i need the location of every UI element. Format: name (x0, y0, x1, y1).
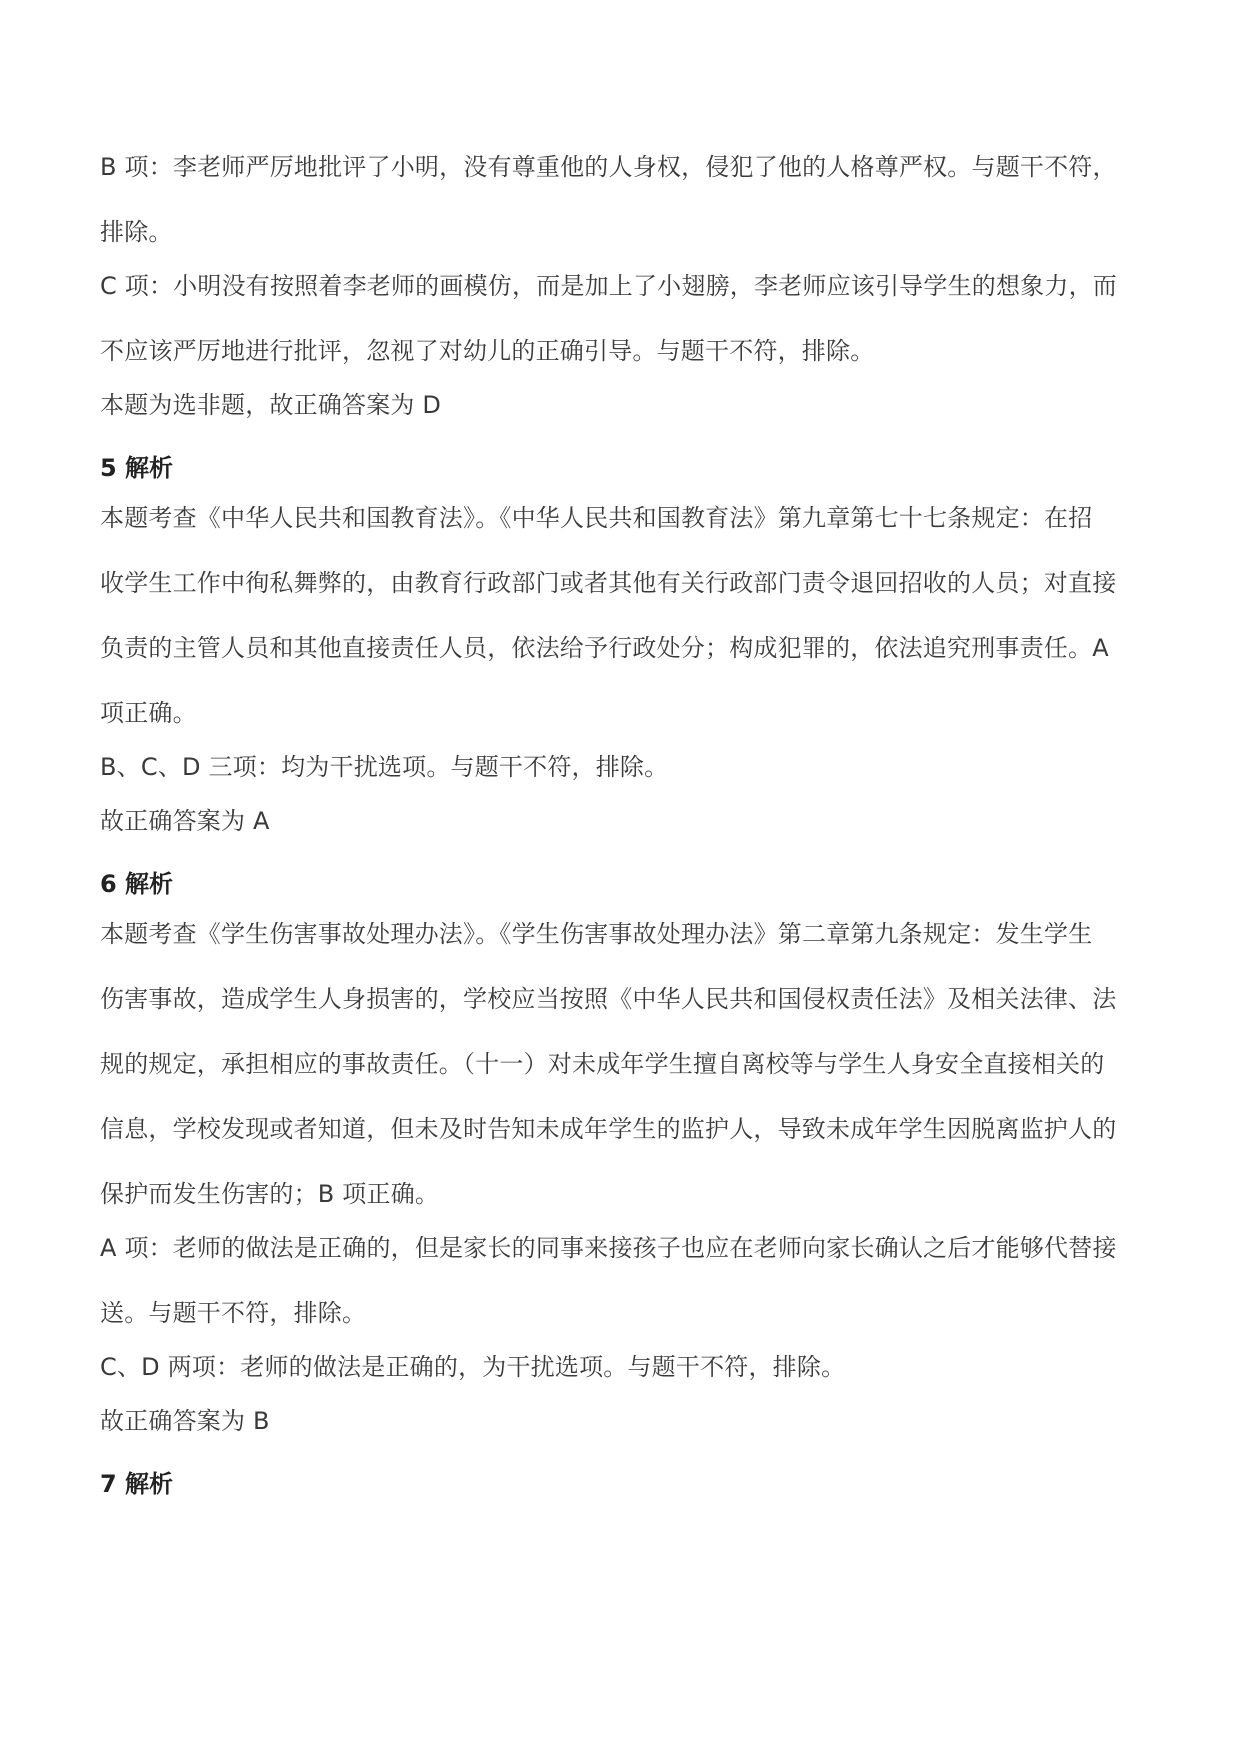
paragraph (100, 1231, 1150, 1330)
paragraph (100, 750, 1150, 784)
text-line: 不应该严厉地进行批评，忽视了对幼儿的正确引导。与题干不符，排除。 (100, 337, 875, 365)
text-line: 排除。 (100, 218, 173, 246)
paragraph (100, 917, 1150, 1211)
section-heading: 7 解析 (100, 1470, 174, 1498)
text-line: 本题考查《学生伤害事故处理办法》。《学生伤害事故处理办法》第二章第九条规定：发生学生 (100, 920, 1093, 948)
text-line: 收学生工作中徇私舞弊的，由教育行政部门或者其他有关行政部门责令退回招收的人员；对直接 (100, 569, 1117, 597)
section-q4-continued (100, 150, 1150, 422)
text-line: 规的规定，承担相应的事故责任。（十一）对未成年学生擅自离校等与学生人身安全直接相关的 (100, 1050, 1105, 1078)
section-q5 (100, 451, 1150, 838)
text-line: C 项：小明没有按照着李老师的画模仿，而是加上了小翅膀，李老师应该引导学生的想象力，而 (100, 272, 1117, 300)
paragraph (100, 1350, 1150, 1384)
text-line: 送。与题干不符，排除。 (100, 1299, 367, 1327)
paragraph (100, 501, 1150, 730)
text-line: 伤害事故，造成学生人身损害的，学校应当按照《中华人民共和国侵权责任法》及相关法律、法 (100, 985, 1117, 1013)
text-line: B 项：李老师严厉地批评了小明，没有尊重他的人身权，侵犯了他的人格尊严权。与题干不符， (100, 153, 1117, 181)
section-heading: 5 解析 (100, 454, 174, 482)
section-q7 (100, 1467, 1150, 1501)
answer-line (100, 1404, 1150, 1438)
answer-line (100, 804, 1150, 838)
text-line: 信息，学校发现或者知道，但未及时告知未成年学生的监护人，导致未成年学生因脱离监护人的 (100, 1115, 1117, 1143)
section-q6 (100, 867, 1150, 1438)
section-heading: 6 解析 (100, 870, 174, 898)
paragraph (100, 269, 1150, 368)
text-line: 故正确答案为 B (100, 1407, 270, 1435)
document-page (100, 150, 1150, 1501)
answer-line (100, 388, 1150, 422)
paragraph (100, 150, 1150, 249)
text-line: C、D 两项：老师的做法是正确的，为干扰选项。与题干不符，排除。 (100, 1353, 846, 1381)
text-line: 项正确。 (100, 699, 197, 727)
text-line: 保护而发生伤害的；B 项正确。 (100, 1180, 440, 1208)
text-line: 本题考查《中华人民共和国教育法》。《中华人民共和国教育法》第九章第七十七条规定：在招 (100, 504, 1093, 532)
text-line: A 项：老师的做法是正确的，但是家长的同事来接孩子也应在老师向家长确认之后才能够代替接 (100, 1234, 1117, 1262)
text-line: 负责的主管人员和其他直接责任人员，依法给予行政处分；构成犯罪的，依法追究刑事责任。A (100, 634, 1109, 662)
text-line: B、C、D 三项：均为干扰选项。与题干不符，排除。 (100, 753, 669, 781)
text-line: 故正确答案为 A (100, 807, 270, 835)
text-line: 本题为选非题，故正确答案为 D (100, 391, 442, 419)
